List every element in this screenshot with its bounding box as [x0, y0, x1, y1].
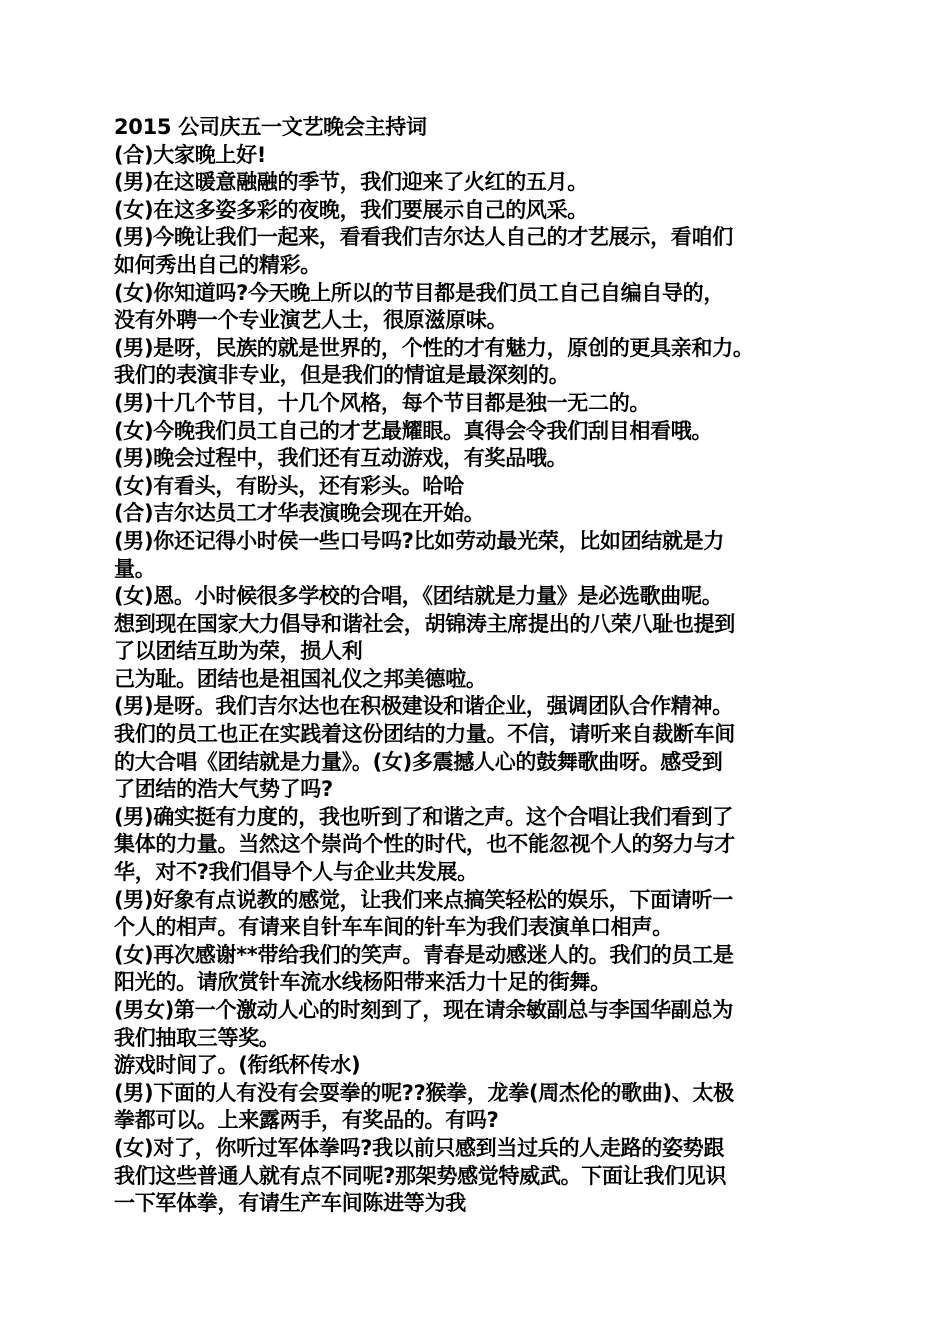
document-title: 2015 公司庆五一文艺晚会主持词: [114, 115, 427, 139]
document-line: 如何秀出自己的精彩。: [114, 252, 321, 277]
document-line: 集体的力量。当然这个崇尚个性的时代，也不能忽视个人的努力与才: [114, 832, 735, 857]
document-line: 拳都可以。上来露两手，有奖品的。有吗?: [114, 1108, 499, 1133]
document-line: (女)对了，你听过军体拳吗?我以前只感到当过兵的人走路的姿势跟: [114, 1135, 725, 1160]
document-line: (男)是呀，民族的就是世界的，个性的才有魅力，原创的更具亲和力。: [114, 335, 754, 360]
document-line: (男)今晚让我们一起来，看看我们吉尔达人自己的才艺展示，看咱们: [114, 225, 733, 250]
document-line: (男)你还记得小时侯一些口号吗?比如劳动最光荣，比如团结就是力: [114, 528, 725, 553]
document-line: (男女)第一个激动人心的时刻到了，现在请余敏副总与李国华副总为: [114, 998, 733, 1022]
document-line: 想到现在国家大力倡导和谐社会，胡锦涛主席提出的八荣八耻也提到: [114, 611, 735, 636]
document-line: 阳光的。请欣赏针车流水线杨阳带来活力十足的街舞。: [114, 970, 611, 995]
document-line: (女)今晚我们员工自己的才艺最耀眼。真得会令我们刮目相看哦。: [114, 418, 713, 443]
document-line: 我们抽取三等奖。: [114, 1025, 280, 1050]
document-line: 的大合唱《团结就是力量》。(女)多震撼人心的鼓舞歌曲呀。感受到: [114, 749, 723, 774]
document-line: (女)恩。小时候很多学校的合唱，《团结就是力量》是必选歌曲呢。: [114, 584, 723, 609]
document-line: 一下军体拳，有请生产车间陈进等为我: [114, 1191, 466, 1216]
document-line: 个人的相声。有请来自针车车间的针车为我们表演单口相声。: [114, 915, 673, 940]
document-line: 量。: [114, 556, 156, 581]
document-line: (合)吉尔达员工才华表演晚会现在开始。: [114, 501, 485, 526]
document-line: (男)是呀。我们吉尔达也在积极建设和谐企业，强调团队合作精神。: [114, 694, 733, 719]
document-line: 我们的员工也正在实践着这份团结的力量。不信，请听来自裁断车间: [114, 722, 735, 747]
document-line: (男)晚会过程中，我们还有互动游戏，有奖品哦。: [114, 446, 568, 471]
document-line: 己为耻。团结也是祖国礼仪之邦美德啦。: [114, 666, 487, 691]
document-body: [114, 114, 842, 1218]
document-line: (男)下面的人有没有会耍拳的呢??猴拳，龙拳(周杰伦的歌曲)、太极: [114, 1080, 734, 1105]
document-line: 华，对不?我们倡导个人与企业共发展。: [114, 860, 478, 885]
document-line: (女)在这多姿多彩的夜晚，我们要展示自己的风采。: [114, 197, 588, 222]
document-line: (合)大家晚上好!: [114, 142, 267, 167]
document-line: (男)确实挺有力度的，我也听到了和谐之声。这个合唱让我们看到了: [114, 804, 733, 829]
document-line: 游戏时间了。(衔纸杯传水): [114, 1053, 361, 1078]
document-line: 了团结的浩大气势了吗?: [114, 777, 333, 802]
document-line: (女)有看头，有盼头，还有彩头。哈哈: [114, 473, 464, 498]
document-line: (女)再次感谢**带给我们的笑声。青春是动感迷人的。我们的员工是: [114, 942, 734, 967]
document-line: (男)好象有点说教的感觉，让我们来点搞笑轻松的娱乐，下面请听一: [114, 887, 733, 912]
document-line: (男)在这暖意融融的季节，我们迎来了火红的五月。: [114, 170, 588, 195]
document-line: 了以团结互助为荣，损人利: [114, 639, 363, 664]
document-line: (女)你知道吗?今天晚上所以的节目都是我们员工自己自编自导的，: [114, 280, 725, 305]
document-line: 我们这些普通人就有点不同呢?那架势感觉特威武。下面让我们见识: [114, 1163, 727, 1188]
document-line: (男)十几个节目，十几个风格，每个节目都是独一无二的。: [114, 390, 651, 415]
document-line: 没有外聘一个专业演艺人士，很原滋原味。: [114, 308, 508, 333]
document-line: 我们的表演非专业，但是我们的情谊是最深刻的。: [114, 363, 570, 388]
